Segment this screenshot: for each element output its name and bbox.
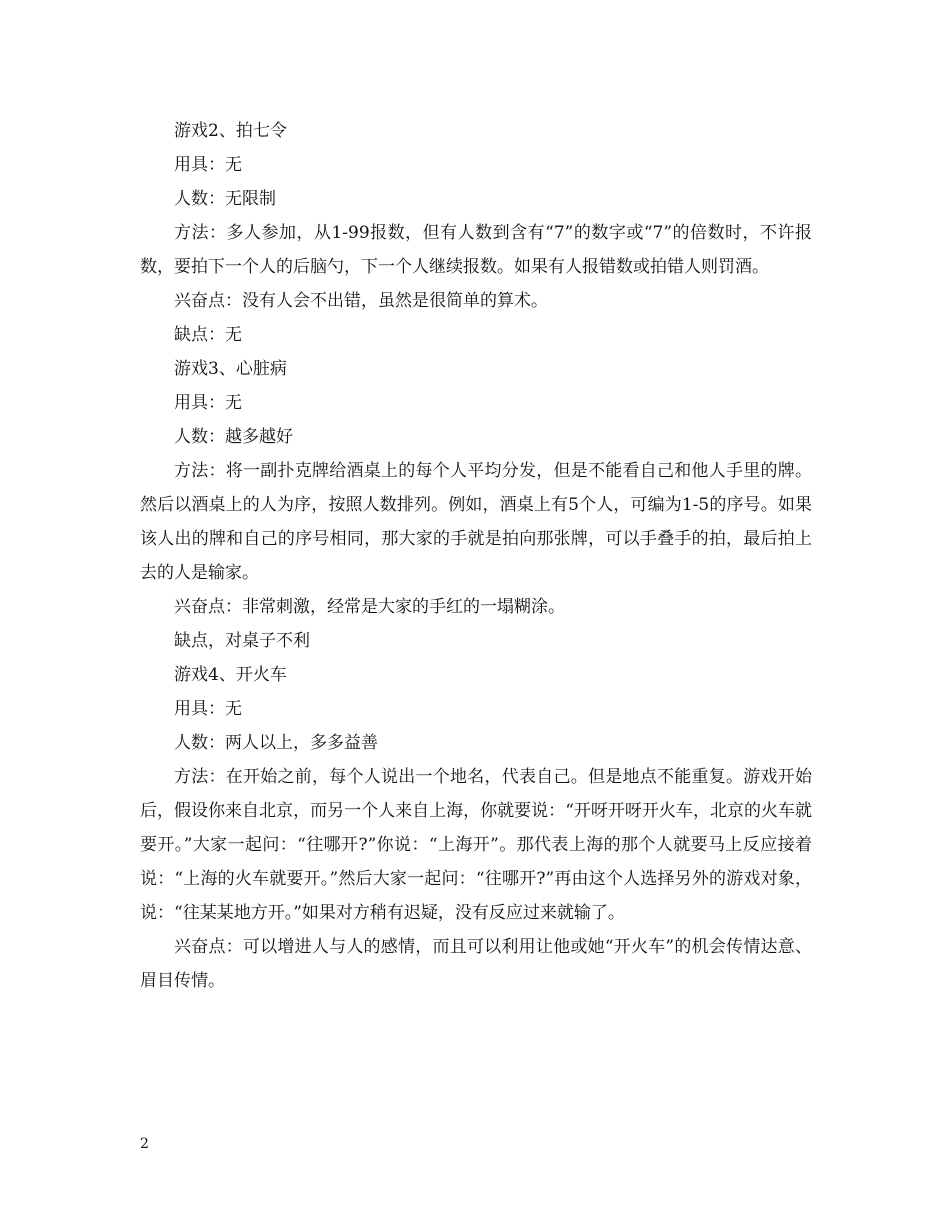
game3-title: 游戏3、心脏病 xyxy=(174,359,287,379)
game4-method: 方法：在开始之前，每个人说出一个地名，代表自己。但是地点不能重复。游戏开始后，假设你来自北京，而另一个人来自上海，你就要说：“开呀开呀开火车，北京的火车就要开。”大家一起问：“往哪开?”你说：“上海开”。那代表上海的那个人就要马上反应接着说：“上海的火车就要开。”然后大家一起问：“往哪开?”再由这个人选择另外的游戏对象，说：“往某某地方开。”如果对方稍有迟疑，没有反应过来就输了。 xyxy=(140,767,812,923)
game4-tools: 用具：无 xyxy=(174,699,242,719)
game3-drawback: 缺点，对桌子不利 xyxy=(174,631,310,651)
game3-method: 方法：将一副扑克牌给酒桌上的每个人平均分发，但是不能看自己和他人手里的牌。然后以酒桌上的人为序，按照人数排列。例如，酒桌上有5个人，可编为1-5的序号。如果该人出的牌和自己的序号相同，那大家的手就是拍向那张牌，可以手叠手的拍，最后拍上去的人是输家。 xyxy=(140,461,812,583)
game2-tools: 用具：无 xyxy=(174,155,242,175)
game2-title: 游戏2、拍七令 xyxy=(174,121,287,141)
game2-method: 方法：多人参加，从1-99报数，但有人数到含有“7”的数字或“7”的倍数时，不许报数，要拍下一个人的后脑勺，下一个人继续报数。如果有人报错数或拍错人则罚酒。 xyxy=(140,223,812,277)
game4-players: 人数：两人以上，多多益善 xyxy=(174,733,378,753)
game3-tools: 用具：无 xyxy=(174,393,242,413)
game2-highlight: 兴奋点：没有人会不出错，虽然是很简单的算术。 xyxy=(174,291,548,311)
document-body xyxy=(140,114,812,998)
game3-highlight: 兴奋点：非常刺激，经常是大家的手红的一塌糊涂。 xyxy=(174,597,565,617)
game2-players: 人数：无限制 xyxy=(174,189,276,209)
game4-highlight: 兴奋点：可以增进人与人的感情，而且可以利用让他或她“开火车”的机会传情达意、眉目传情。 xyxy=(140,937,812,991)
page-number: 2 xyxy=(140,1136,149,1152)
game2-drawback: 缺点：无 xyxy=(174,325,242,345)
game4-title: 游戏4、开火车 xyxy=(174,665,287,685)
game3-players: 人数：越多越好 xyxy=(174,427,293,447)
